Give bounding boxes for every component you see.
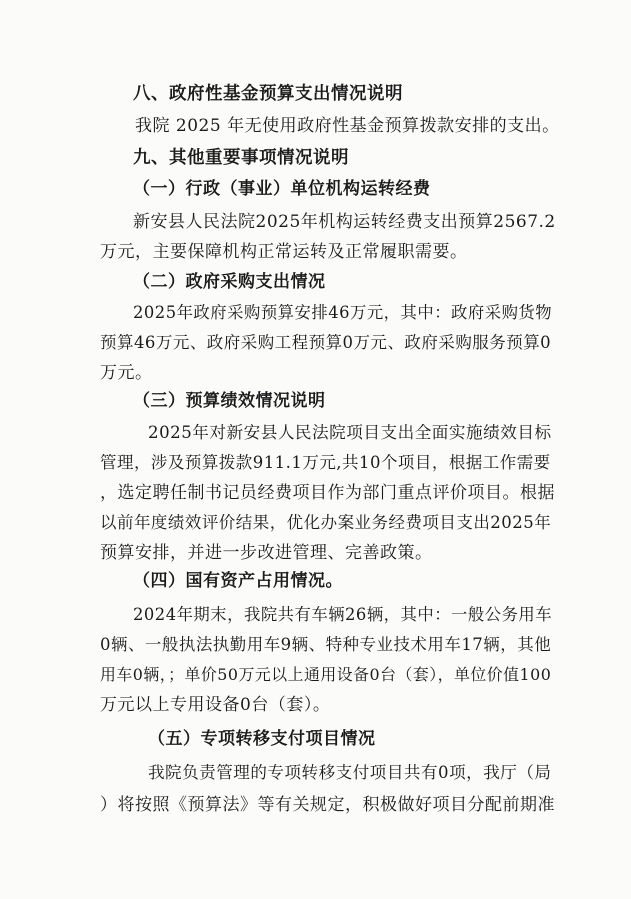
subsection-4-line-4: 万元以上专用设备0台（套）。 bbox=[100, 695, 331, 715]
subsection-4-heading: （四）国有资产占用情况。 bbox=[133, 571, 343, 591]
subsection-4-line-3: 用车0辆，；单价50万元以上通用设备0台（套），单位价值100 bbox=[100, 665, 552, 684]
subsection-1-heading: （一）行政（事业）单位机构运转经费 bbox=[133, 179, 431, 199]
subsection-1-line-1: 新安县人民法院2025年机构运转经费支出预算2567.2 bbox=[133, 212, 556, 232]
subsection-3-line-4: 以前年度绩效评价结果，优化办案业务经费项目支出2025年 bbox=[100, 513, 552, 532]
subsection-3-heading: （三）预算绩效情况说明 bbox=[133, 391, 326, 411]
subsection-3-line-3: ，选定聘任制书记员经费项目作为部门重点评价项目。根据 bbox=[100, 483, 555, 503]
section-8-heading: 八、政府性基金预算支出情况说明 bbox=[133, 84, 403, 104]
subsection-3-line-1: 2025年对新安县人民法院项目支出全面实施绩效目标 bbox=[148, 423, 552, 442]
subsection-5-line-2: ）将按照《预算法》等有关规定，积极做好项目分配前期准 bbox=[100, 795, 555, 815]
section-9-heading: 九、其他重要事项情况说明 bbox=[133, 148, 349, 168]
subsection-5-line-1: 我院负责管理的专项转移支付项目共有0项，我厅（局 bbox=[148, 763, 552, 782]
section-8-body: 我院 2025 年无使用政府性基金预算拨款安排的支出。 bbox=[135, 116, 560, 136]
subsection-1-line-2: 万元，主要保障机构正常运转及正常履职需要。 bbox=[100, 242, 468, 262]
subsection-3-line-5: 预算安排，并进一步改进管理、完善政策。 bbox=[100, 543, 433, 563]
subsection-4-line-1: 2024年期末，我院共有车辆26辆，其中：一般公务用车 bbox=[133, 605, 553, 624]
subsection-2-line-2: 预算46万元、政府采购工程预算0万元、政府采购服务预算0 bbox=[100, 333, 552, 352]
subsection-3-line-2: 管理，涉及预算拨款911.1万元,共10个项目，根据工作需要 bbox=[100, 453, 551, 472]
subsection-2-line-3: 万元。 bbox=[100, 363, 153, 383]
subsection-5-heading: （五）专项转移支付项目情况 bbox=[148, 729, 376, 749]
subsection-4-line-2: 0辆、一般执法执勤用车9辆、特种专业技术用车17辆，其他 bbox=[100, 635, 552, 654]
subsection-2-heading: （二）政府采购支出情况 bbox=[133, 272, 326, 292]
subsection-2-line-1: 2025年政府采购预算安排46万元，其中：政府采购货物 bbox=[133, 303, 553, 322]
